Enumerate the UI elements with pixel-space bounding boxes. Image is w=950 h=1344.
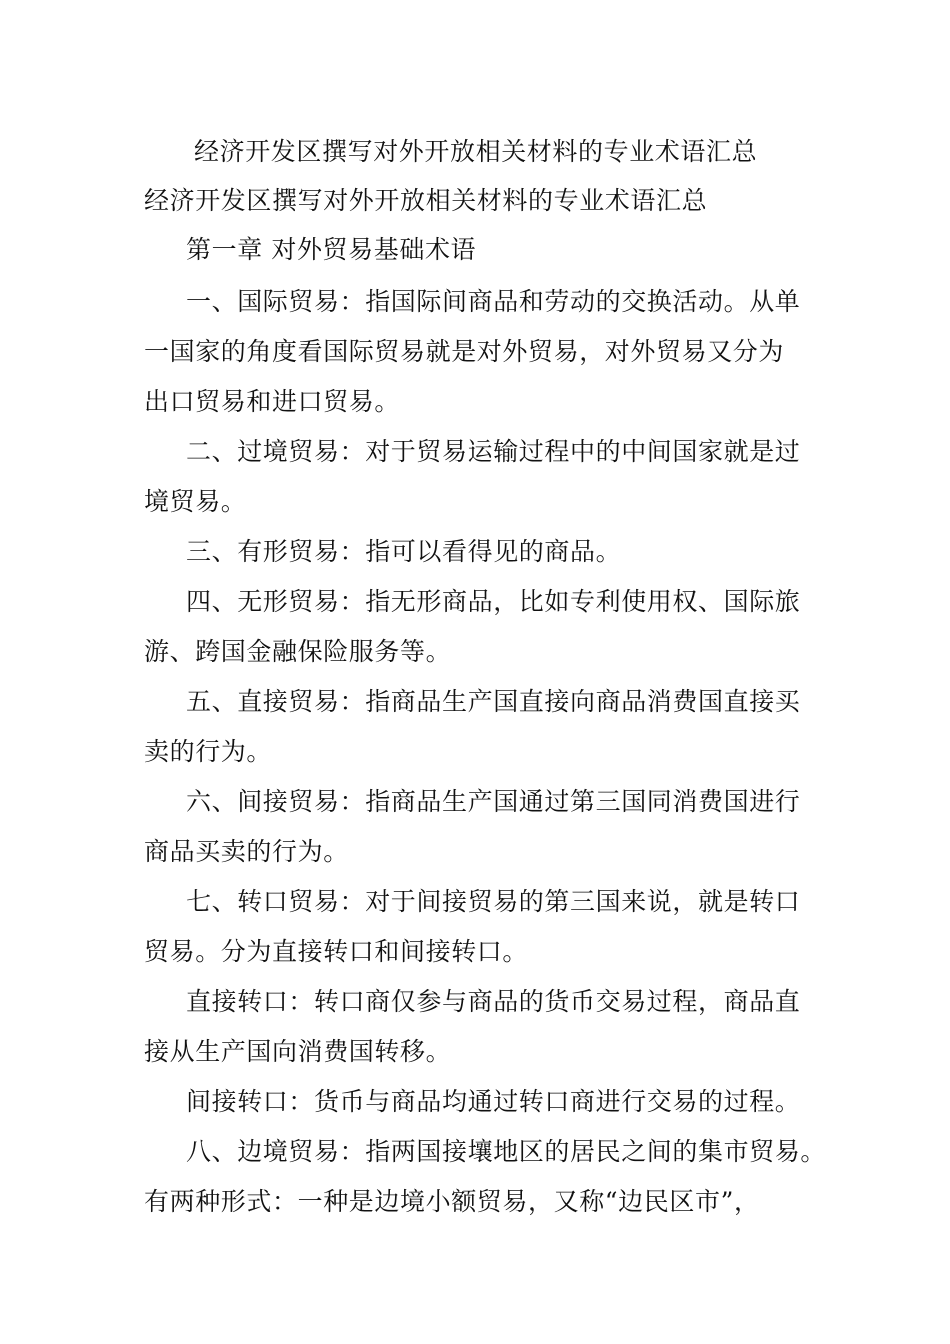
paragraph-line: 贸易。分为直接转口和间接转口。 bbox=[144, 937, 529, 966]
paragraph-line: 五、直接贸易：指商品生产国直接向商品消费国直接买 bbox=[186, 687, 801, 716]
paragraph-line: 境贸易。 bbox=[144, 487, 247, 516]
paragraph-line: 一、国际贸易：指国际间商品和劳动的交换活动。从单 bbox=[186, 287, 801, 316]
paragraph-line: 四、无形贸易：指无形商品，比如专利使用权、国际旅 bbox=[186, 587, 801, 616]
paragraph-line: 有两种形式：一种是边境小额贸易，又称“边民区市”， bbox=[144, 1187, 760, 1216]
document-title-centered: 经济开发区撰写对外开放相关材料的专业术语汇总 bbox=[194, 137, 758, 166]
paragraph-line: 卖的行为。 bbox=[144, 737, 273, 766]
paragraph-line: 六、间接贸易：指商品生产国通过第三国同消费国进行 bbox=[186, 787, 801, 816]
document-title-left: 经济开发区撰写对外开放相关材料的专业术语汇总 bbox=[144, 186, 708, 215]
paragraph-line: 游、跨国金融保险服务等。 bbox=[144, 637, 452, 666]
paragraph-line: 接从生产国向消费国转移。 bbox=[144, 1037, 452, 1066]
paragraph-line: 商品买卖的行为。 bbox=[144, 837, 349, 866]
paragraph-line: 七、转口贸易：对于间接贸易的第三国来说，就是转口 bbox=[186, 887, 801, 916]
paragraph-line: 二、过境贸易：对于贸易运输过程中的中间国家就是过 bbox=[186, 437, 801, 466]
chapter-heading: 第一章 对外贸易基础术语 bbox=[186, 235, 477, 264]
paragraph-line: 一国家的角度看国际贸易就是对外贸易，对外贸易又分为 bbox=[144, 337, 785, 366]
paragraph-line: 间接转口：货币与商品均通过转口商进行交易的过程。 bbox=[186, 1087, 801, 1116]
paragraph-line: 三、有形贸易：指可以看得见的商品。 bbox=[186, 537, 622, 566]
paragraph-line: 直接转口：转口商仅参与商品的货币交易过程，商品直 bbox=[186, 987, 801, 1016]
paragraph-line: 出口贸易和进口贸易。 bbox=[144, 387, 401, 416]
paragraph-line: 八、边境贸易：指两国接壤地区的居民之间的集市贸易。 bbox=[186, 1137, 827, 1166]
